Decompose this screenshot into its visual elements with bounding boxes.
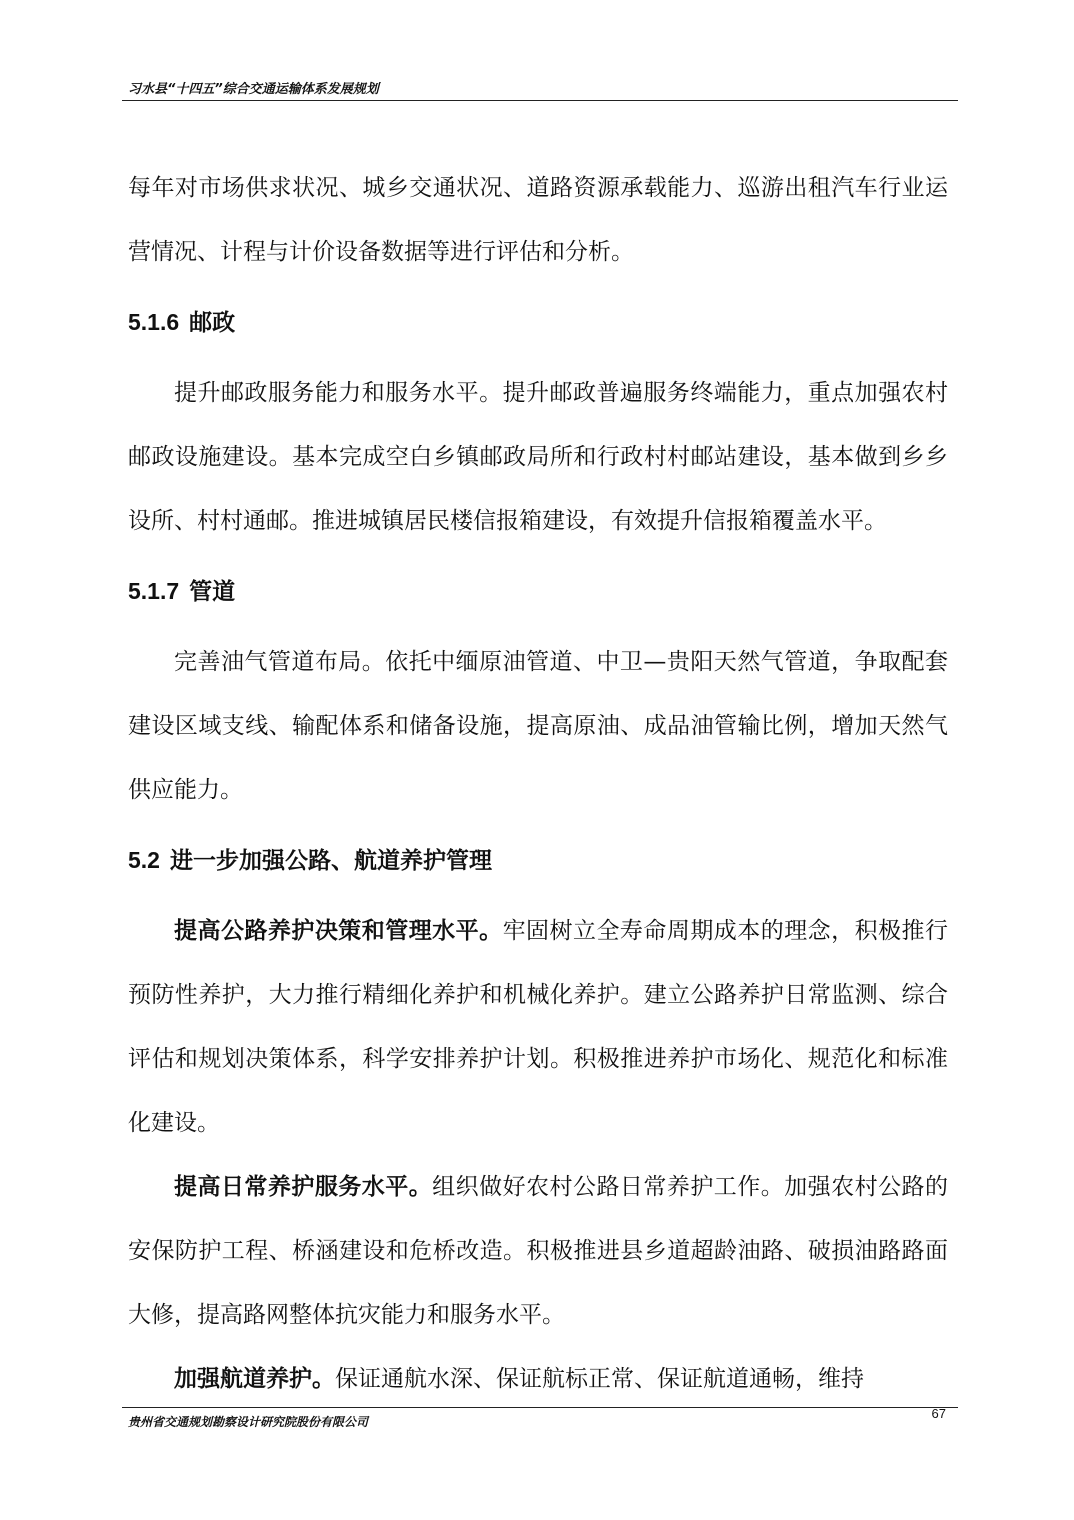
section-title: 进一步加强公路、航道养护管理 bbox=[169, 848, 492, 874]
paragraph-postal: 提升邮政服务能力和服务水平。提升邮政普遍服务终端能力，重点加强农村邮政设施建设。基本完成空白乡镇邮政局所和行政村村邮站建设，基本做到乡乡设所、村村通邮。推进城镇居民楼信报箱建设，有效提升信报箱覆盖水平。 bbox=[128, 380, 948, 534]
page-number: 67 bbox=[931, 1406, 946, 1421]
paragraph-pipeline: 完善油气管道布局。依托中缅原油管道、中卫—贵阳天然气管道，争取配套建设区域支线、输配体系和储备设施，提高原油、成品油管输比例，增加天然气供应能力。 bbox=[128, 649, 948, 803]
section-title: 管道 bbox=[189, 579, 236, 605]
paragraph-waterway-maintenance bbox=[128, 1347, 948, 1411]
paragraph-intro: 每年对市场供求状况、城乡交通状况、道路资源承载能力、巡游出租汽车行业运营情况、计程与计价设备数据等进行评估和分析。 bbox=[128, 175, 948, 265]
section-number: 5.2 bbox=[128, 847, 160, 873]
paragraph-text: 保证通航水深、保证航标正常、保证航道通畅，维持 bbox=[335, 1366, 864, 1392]
page-body bbox=[128, 156, 948, 1411]
paragraph-text: 牢固树立全寿命周期成本的理念，积极推行预防性养护，大力推行精细化养护和机械化养护。建立公路养护日常监测、综合评估和规划决策体系，科学安排养护计划。积极推进养护市场化、规范化和标准化建设。 bbox=[128, 918, 948, 1136]
section-heading-5-1-6 bbox=[128, 290, 948, 355]
paragraph-lead: 加强航道养护。 bbox=[174, 1366, 335, 1392]
section-number: 5.1.6 bbox=[128, 309, 180, 335]
footer-organization: 贵州省交通规划勘察设计研究院股份有限公司 bbox=[128, 1415, 369, 1429]
section-number: 5.1.7 bbox=[128, 578, 180, 604]
paragraph-lead: 提高日常养护服务水平。 bbox=[174, 1174, 433, 1200]
paragraph-text: 组织做好农村公路日常养护工作。加强农村公路的安保防护工程、桥涵建设和危桥改造。积极推进县乡道超龄油路、破损油路路面大修，提高路网整体抗灾能力和服务水平。 bbox=[128, 1174, 948, 1328]
section-heading-5-1-7 bbox=[128, 559, 948, 624]
paragraph-road-maintenance bbox=[128, 899, 948, 1155]
paragraph-daily-maintenance bbox=[128, 1155, 948, 1347]
footer-divider bbox=[122, 1407, 958, 1408]
paragraph-lead: 提高公路养护决策和管理水平。 bbox=[174, 918, 503, 944]
section-heading-5-2 bbox=[128, 828, 948, 893]
section-title: 邮政 bbox=[189, 310, 236, 336]
header-divider bbox=[122, 100, 958, 101]
running-header-title: 习水县“十四五”综合交通运输体系发展规划 bbox=[128, 82, 379, 97]
